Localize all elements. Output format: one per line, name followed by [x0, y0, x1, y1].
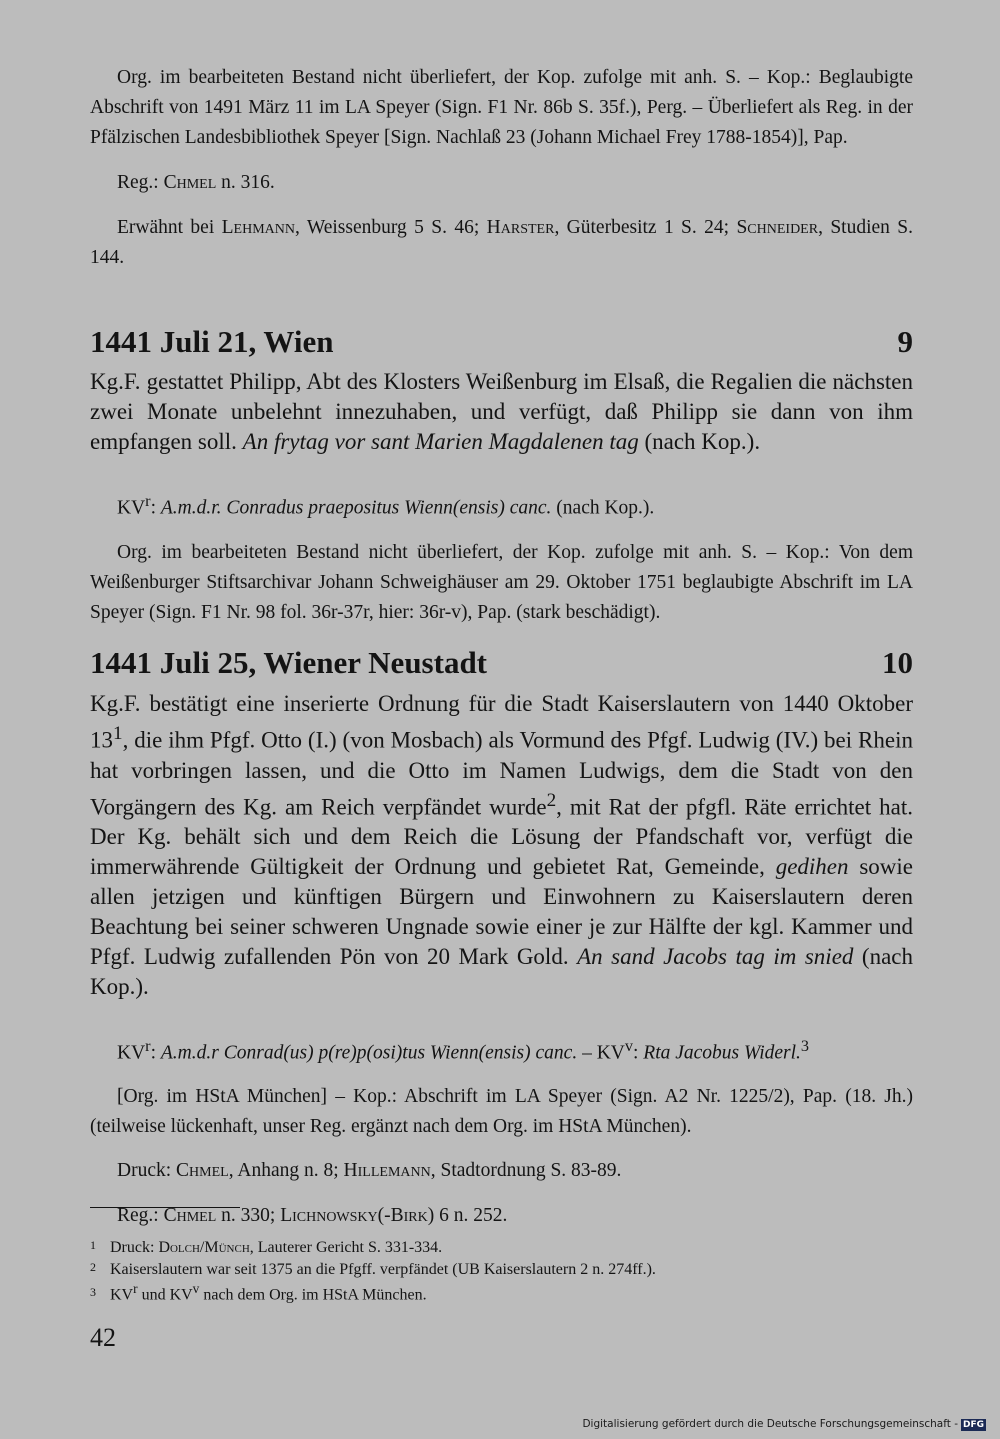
footnote-1: 1 Druck: Dolch/Münch, Lauterer Gericht S. 331-334.: [90, 1238, 443, 1256]
entry-number: 9: [897, 324, 913, 359]
entry-date: 1441 Juli 21, Wien: [90, 324, 334, 359]
entry-9-heading: [90, 322, 913, 362]
entry-10-heading: [90, 643, 913, 683]
previous-entry-notes: [90, 63, 913, 273]
regest-reference: Reg.: Chmel n. 316.: [117, 172, 275, 193]
footnote-2: 2 Kaiserslautern war seit 1375 an die Pfgff. verpfändet (UB Kaiserslautern 2 n. 274ff.).: [90, 1259, 656, 1278]
print-reference: Druck: Chmel, Anhang n. 8; Hillemann, Stadtordnung S. 83-89.: [117, 1159, 622, 1181]
regest-text: Kg.F. bestätigt eine inserierte Ordnung für die Stadt Kaiserslautern von 1440 Oktober $13^1$, die ihm Pfgf. Otto (I.) (von Mosbach) als Vormund des Pfgf. Ludwig (IV.) bei Rhein hat vorbringen lassen, und die Otto im Namen Ludwigs, dem die Stadt von den Vorgängern des Kg. am Reich verpfändet wurde$^2$, mit Rat der pfgfl. Räte errichtet hat. Der Kg. behält sich und dem Reich die Lösung der Pfandschaft vor, verfügt die immerwährende Gültigkeit der Ordnung und gebietet Rat, Gemeinde, gedihen sowie allen jetzigen und künftigen Bürgern und Einwohnern zu Kaiserslautern deren Beachtung bei seiner schweren Ungnade sowie einer je zur Hälfte der kgl. Kammer und Pfgf. Ludwig zufallenden Pön von 20 Mark Gold. An sand Jacobs tag im snied (nach Kop.).: [90, 691, 914, 1000]
footnote-divider: [90, 1207, 240, 1208]
entry-number: 10: [882, 645, 913, 680]
dfg-logo: DFG: [962, 1420, 984, 1430]
regest-text: Kg.F. gestattet Philipp, Abt des Klosters Weißenburg im Elsaß, die Regalien die nächsten zwei Monate unbelehnt innezuhaben, und verfügt, daß Philipp sie dann von ihm empfangen soll. An frytag vor sant Marien Magdalenen tag (nach Kop.).: [90, 369, 913, 454]
chancery-note: $KV^r$: A.m.d.r Conrad(us) p(re)p(osi)tus Wienn(ensis) canc. – $KV^v$: Rta Jacobus Widerl.$^3$: [117, 1037, 810, 1064]
tradition-note: Org. im bearbeiteten Bestand nicht überliefert, der Kop. zufolge mit anh. S. – Kop.: Von dem Weißenburger Stiftsarchivar Johann Schweighäuser am 29. Oktober 1751 beglaubigte Abschrift im LA Speyer (Sign. F1 Nr. 98 fol. 36r-37r, hier: 36r-v), Pap. (stark beschädigt).: [90, 541, 913, 623]
page-number: 42: [90, 1323, 116, 1352]
credit-text: Digitalisierung gefördert durch die Deutsche Forschungsgemeinschaft -: [582, 1418, 958, 1430]
entry-10-body: [90, 689, 913, 1231]
footnote-3: 3 $KV^r$ und $KV^v$ nach dem Org. im HStA München.: [90, 1281, 427, 1304]
chancery-note: $KV^r$: A.m.d.r. Conradus praepositus Wienn(ensis) canc. (nach Kop.).: [117, 492, 655, 519]
regest-reference: Reg.: Chmel n. 330; Lichnowsky(-Birk) 6 n. 252.: [117, 1204, 508, 1226]
entry-date: 1441 Juli 25, Wiener Neustadt: [90, 645, 488, 680]
digitization-credit: [582, 1418, 986, 1431]
mentioned-reference: Erwähnt bei Lehmann, Weissenburg 5 S. 46; Harster, Güterbesitz 1 S. 24; Schneider, Studien S. 144.: [90, 217, 914, 268]
entry-9-body: [90, 367, 913, 628]
tradition-note: Org. im bearbeiteten Bestand nicht überliefert, der Kop. zufolge mit anh. S. – Kop.: Beglaubigte Abschrift von 1491 März 11 im LA Speyer (Sign. F1 Nr. 86b S. 35f.), Perg. – Überliefert als Reg. in der Pfälzischen Landesbibliothek Speyer [Sign. Nachlaß 23 (Johann Michael Frey 1788-1854)], Pap.: [90, 67, 913, 148]
footnotes: [90, 1236, 913, 1305]
tradition-note: [Org. im HStA München] – Kop.: Abschrift im LA Speyer (Sign. A2 Nr. 1225/2), Pap. (18. Jh.) (teilweise lückenhaft, unser Reg. ergänzt nach dem Org. im HStA München).: [90, 1085, 913, 1137]
